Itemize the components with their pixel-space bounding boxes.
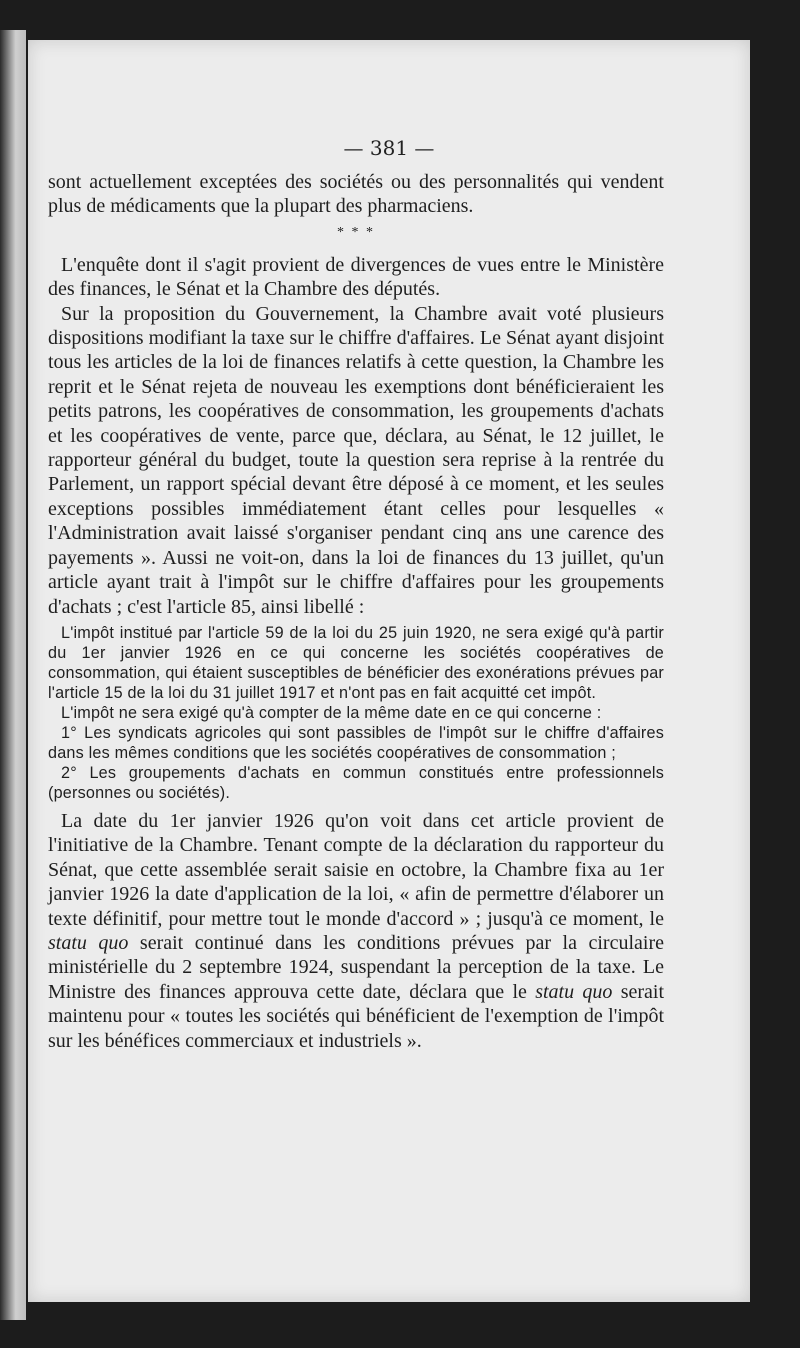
page-number: — 381 — — [343, 136, 435, 160]
adjacent-page-edge — [0, 30, 26, 1320]
statu-quo-italic-2: statu quo — [535, 980, 613, 1003]
quote-line-2: L'impôt ne sera exigé qu'à compter de la même date en ce qui concerne : — [61, 703, 602, 722]
paragraph-2: Sur la proposition du Gouvernement, la Chambre avait voté plusieurs dispositions modifiant la taxe sur le chiffre d'affaires. Le Sénat ayant disjoint tous les articles de la loi de finances relatifs à cette question, la Chambre les reprit et le Sénat rejeta de nouveau les exemptions dont bénéficieraient les petits patrons, les coopératives de consommation, les groupements d'achats et les coopératives de vente, parce que, déclara, au Sénat, le 12 juillet, le rapporteur général du budget, toute la question sera reprise à la rentrée du Parlement, un rapport spécial devant être déposé à ce moment, et les seules exceptions possibles immédiatement étant celles pour lesquelles « l'Administration avait laissé s'organiser pendant cinq ans une carence des payements ». Aussi ne voit-on, dans la loi de finances du 13 juillet, qu'un article ayant trait à l'impôt sur le chiffre d'affaires pour les groupements d'achats ; c'est l'article 85, ainsi libellé : — [48, 302, 664, 618]
quote-line-4: 2° Les groupements d'achats en commun constitués entre professionnels (personnes ou sociétés). — [48, 763, 664, 802]
book-page — [28, 40, 750, 1302]
intro-paragraph: sont actuellement exceptées des sociétés ou des personnalités qui vendent plus de médicaments que la plupart des pharmaciens. — [48, 171, 664, 218]
paragraph-3-part-2: serait continué dans les conditions prévues par la circulaire ministérielle du 2 septembre 1924, suspendant la perception de la taxe. Le Ministre des finances approuva cette date, déclara que le — [48, 931, 664, 1003]
paragraph-3-part-3: serait maintenu pour « toutes les sociétés qui bénéficient de l'exemption de l'impôt sur les bénéfices commerciaux et industriels ». — [48, 980, 665, 1052]
article-85-quote — [48, 623, 664, 803]
quote-line-1: L'impôt institué par l'article 59 de la loi du 25 juin 1920, ne sera exigé qu'à partir du 1er janvier 1926 en ce qui concerne les sociétés coopératives de consommation, qui étaient susceptibles de bénéficier des exonérations prévues par l'article 15 de la loi du 31 juillet 1917 et n'ont pas en fait acquitté cet impôt. — [48, 623, 664, 702]
paragraph-3 — [48, 809, 664, 1053]
paragraph-1: L'enquête dont il s'agit provient de divergences de vues entre le Ministère des finances, le Sénat et la Chambre des députés. — [48, 253, 664, 301]
page-body — [48, 170, 664, 1053]
paragraph-3-part-1: La date du 1er janvier 1926 qu'on voit dans cet article provient de l'initiative de la Chambre. Tenant compte de la déclaration du rapporteur du Sénat, que cette assemblée serait saisie en octobre, la Chambre fixa au 1er janvier 1926 la date d'application de la loi, « afin de permettre d'élaborer un texte définitif, pour mettre tout le monde d'accord » ; jusqu'à ce moment, le — [48, 809, 664, 930]
quote-line-3: 1° Les syndicats agricoles qui sont passibles de l'impôt sur le chiffre d'affaires dans les mêmes conditions que les sociétés coopératives de consommation ; — [48, 723, 664, 762]
section-separator: * * * — [337, 224, 375, 240]
statu-quo-italic-1: statu quo — [48, 931, 129, 954]
